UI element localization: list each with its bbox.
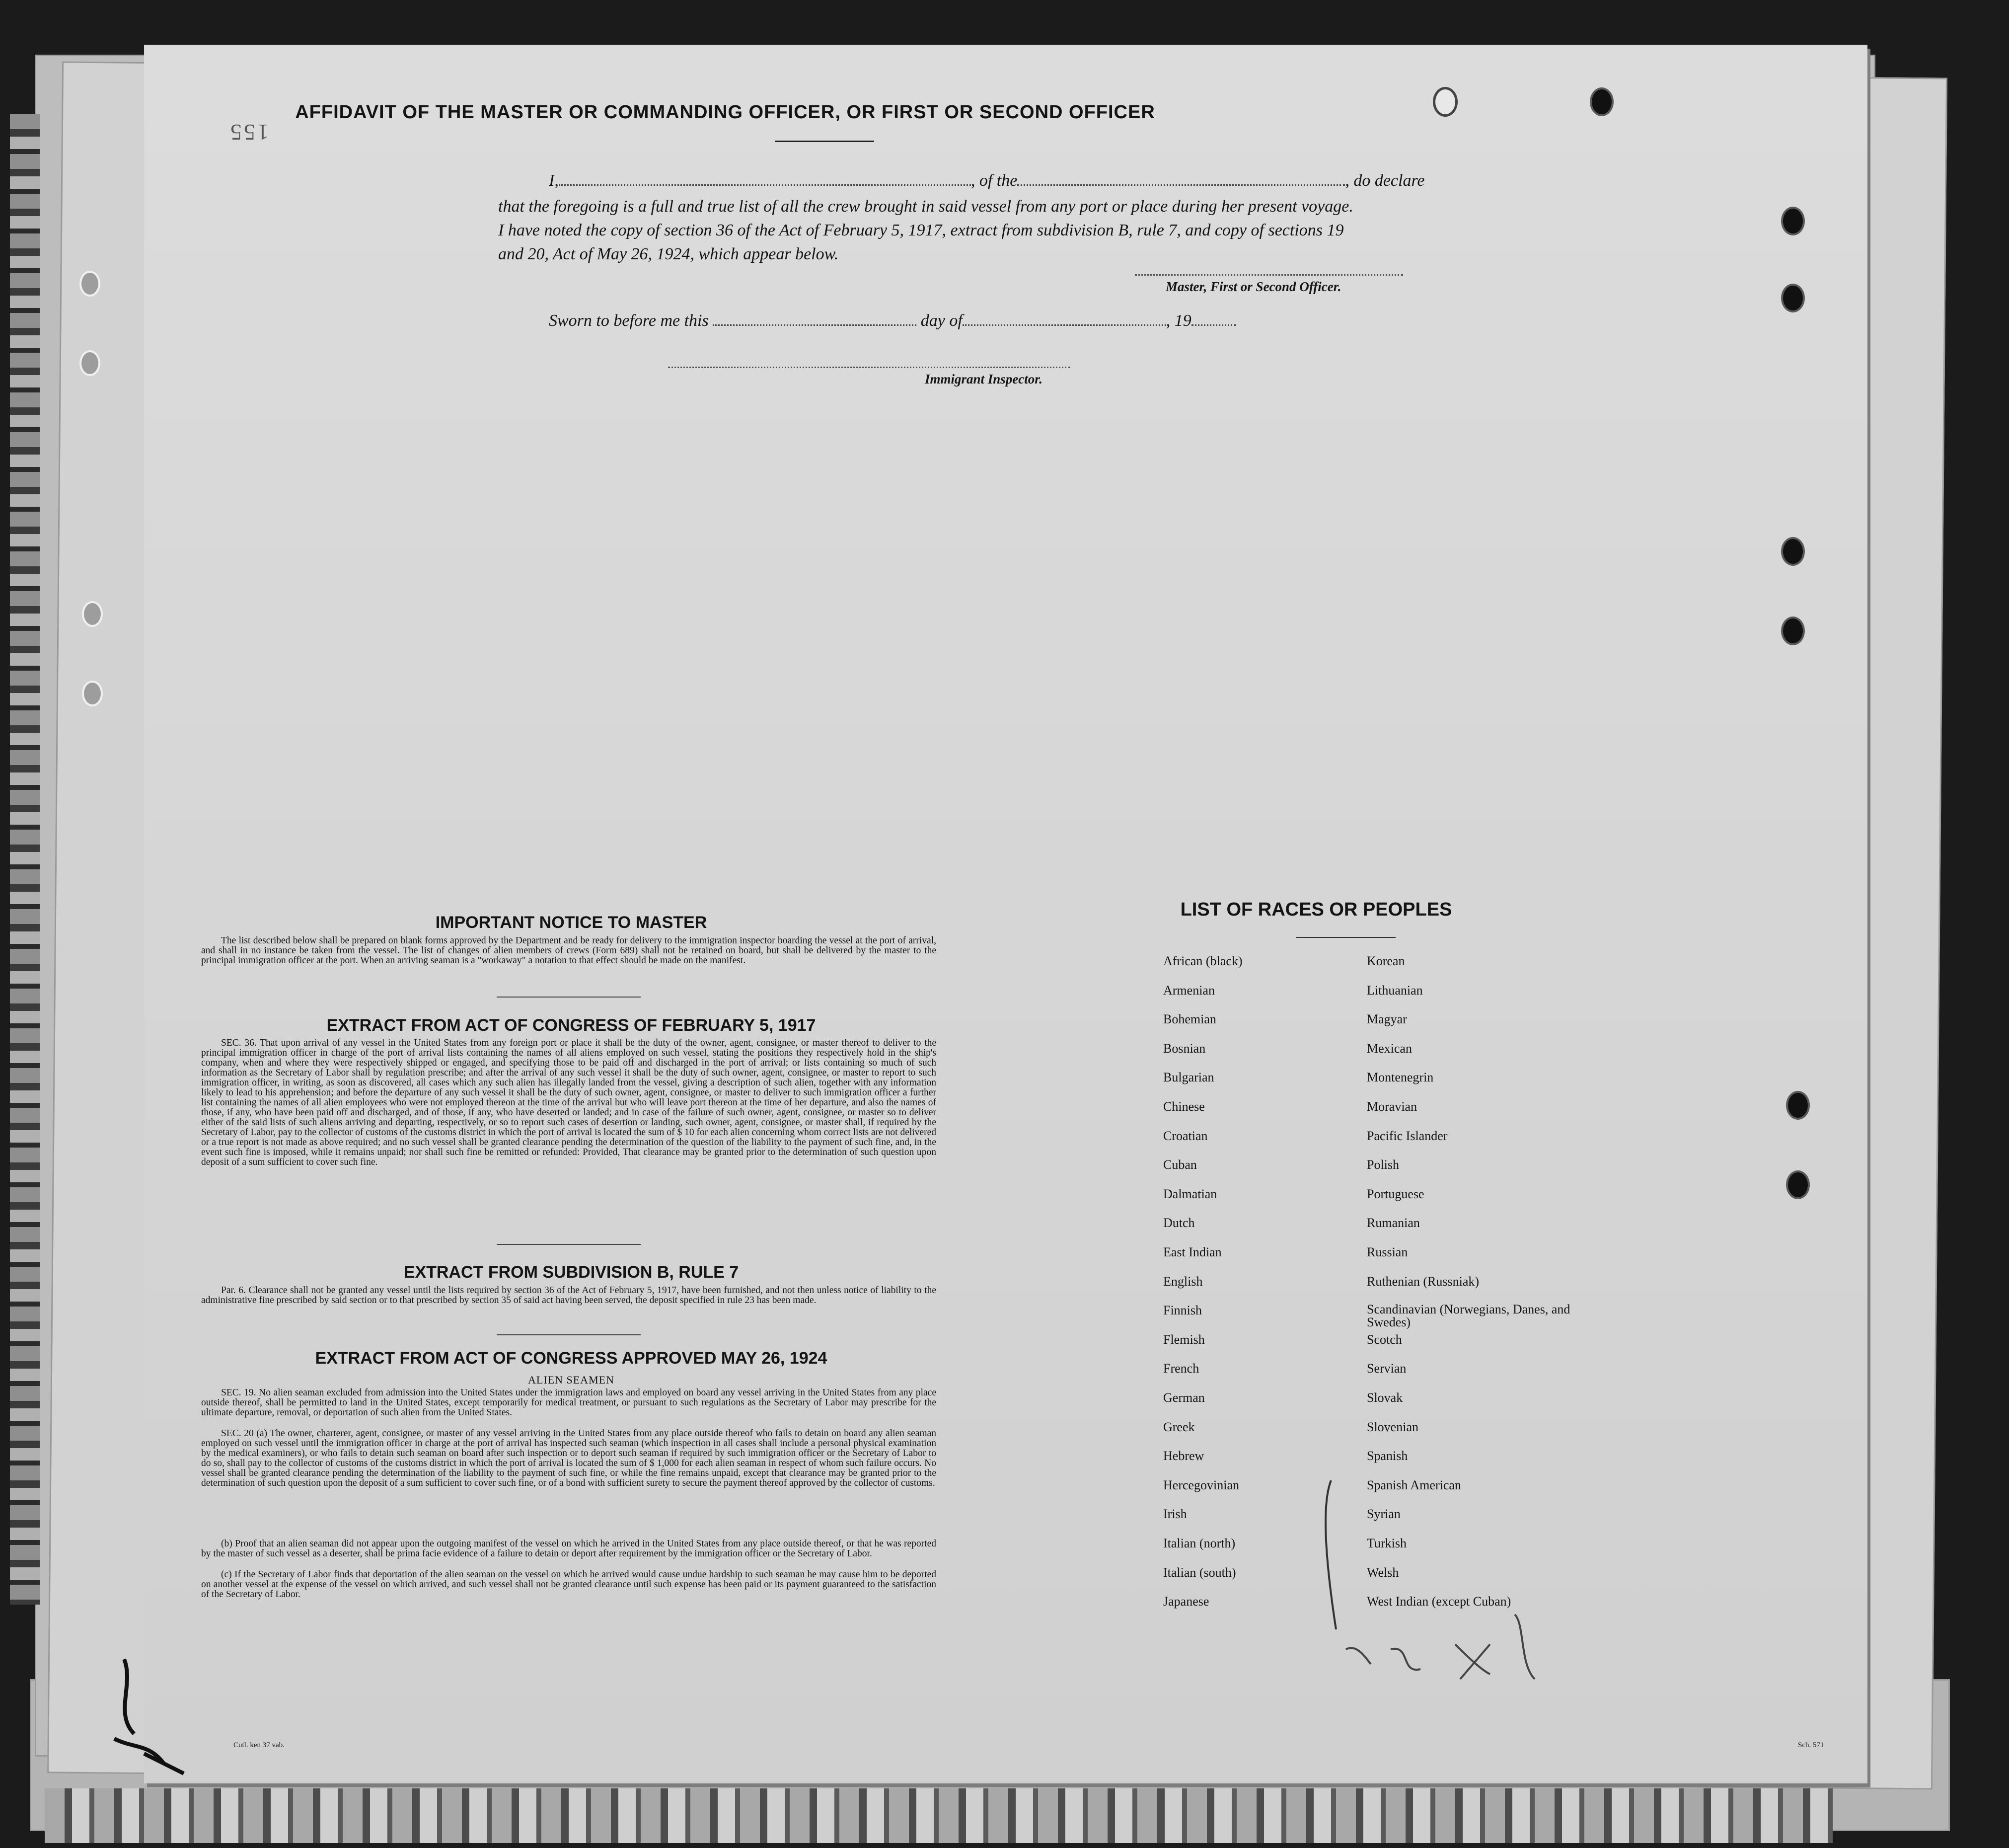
- name-blank[interactable]: [559, 184, 971, 186]
- sworn-year: , 19: [1166, 311, 1191, 330]
- race-item: Spanish: [1367, 1449, 1408, 1463]
- sec19-text: SEC. 19. No alien seaman excluded from admission into the United States under the immigration laws and employed on board any vessel arriving in the United States from any place outside thereof, shall be permitted to land in the United States, except temporarily for medical treatment, or pursuant to such regulations as the Secretary of Labor may prescribe for the ultimate departure, removal, or deportation of such alien from the United States.: [201, 1387, 936, 1418]
- binder-hole: [79, 350, 100, 376]
- race-item: Finnish: [1163, 1303, 1202, 1318]
- race-item: Syrian: [1367, 1507, 1401, 1522]
- punch-hole: [1788, 1093, 1808, 1118]
- ornamental-binding-bottom: [45, 1788, 1833, 1843]
- race-item: West Indian (except Cuban): [1367, 1594, 1511, 1609]
- race-item: Scandinavian (Norwegians, Danes, and Swedes): [1367, 1302, 1570, 1330]
- notice-text: The list described below shall be prepared on blank forms approved by the Department and be ready for delivery to the immigration inspector boarding the vessel at the port of arrival, and shall in no instance be taken from the vessel. The list of changes of alien members of crews (Form 689) shall not be retained on board, but shall be delivered by the master to the principal immigration officer at the port. When an arriving seaman is a "workaway" a notation to that effect should be made on the manifest.: [201, 935, 936, 966]
- master-signature-line[interactable]: [1135, 274, 1403, 276]
- footer-right: Sch. 571: [1798, 1741, 1824, 1749]
- race-item: Slovak: [1367, 1390, 1403, 1405]
- section-rule: [497, 1244, 641, 1245]
- races-title-rule: [1296, 937, 1396, 938]
- affidavit-line-4: and 20, Act of May 26, 1924, which appear below.: [498, 245, 839, 263]
- race-item: Spanish American: [1367, 1477, 1461, 1492]
- race-item: Chinese: [1163, 1099, 1205, 1114]
- punch-hole: [1783, 539, 1803, 564]
- sworn-day-of: day of: [920, 311, 963, 330]
- sworn-month-blank[interactable]: [963, 324, 1166, 326]
- notice-title: IMPORTANT NOTICE TO MASTER: [435, 913, 707, 932]
- race-item: Italian (north): [1163, 1536, 1236, 1550]
- section-rule: [497, 997, 641, 998]
- master-signature-label: Master, First or Second Officer.: [1166, 279, 1341, 294]
- race-item: Greek: [1163, 1419, 1195, 1434]
- text-of-the: , of the: [970, 171, 1018, 190]
- race-item: French: [1163, 1361, 1199, 1376]
- affidavit-line-2: that the foregoing is a full and true list of all the crew brought in said vessel from any port or place during her present voyage.: [498, 197, 1353, 216]
- title-rule: [775, 141, 874, 142]
- punch-hole: [1788, 1172, 1808, 1197]
- footer-left: Cutl. ken 37 vab.: [233, 1741, 285, 1749]
- race-item: Flemish: [1163, 1332, 1205, 1347]
- race-item: Polish: [1367, 1157, 1400, 1172]
- race-item: Mexican: [1367, 1041, 1412, 1056]
- race-item: Bulgarian: [1163, 1070, 1214, 1085]
- race-item: Hercegovinian: [1163, 1477, 1240, 1492]
- race-item: Turkish: [1367, 1536, 1407, 1550]
- race-item: Dalmatian: [1163, 1186, 1217, 1201]
- extract-1917-title: EXTRACT FROM ACT OF CONGRESS OF FEBRUARY 5, 1917: [326, 1016, 816, 1035]
- sec20c-text: (c) If the Secretary of Labor finds that deportation of the alien seaman on the vessel on which he arrived would cause undue hardship to such seaman he may cause him to be deported on another vessel at the expense of the vessel on which arrived, and such vessel shall not be granted clearance until such expense has been paid or its payment guaranteed to the satisfaction of the Secretary of Labor.: [201, 1569, 936, 1600]
- section-rule: [497, 1334, 641, 1335]
- race-item: Japanese: [1163, 1594, 1209, 1609]
- race-item: Portuguese: [1367, 1186, 1424, 1201]
- race-item: Scotch: [1367, 1332, 1402, 1347]
- race-item: Korean: [1367, 954, 1405, 968]
- affidavit-line-1: [549, 171, 1425, 190]
- rule7-text: Par. 6. Clearance shall not be granted any vessel until the lists required by section 36 of the Act of February 5, 1917, have been furnished, and not then unless notice of liability to the administrative fine prescribed by said section or to that prescribed by section 35 of said act having been served, the deposit specified in rule 23 has been made.: [201, 1285, 936, 1306]
- affidavit-line-3: I have noted the copy of section 36 of the Act of February 5, 1917, extract from subdivision B, rule 7, and copy of sections 19: [498, 221, 1344, 239]
- race-item: Cuban: [1163, 1157, 1197, 1172]
- inspector-signature-label: Immigrant Inspector.: [925, 372, 1043, 386]
- sec20a-text: SEC. 20 (a) The owner, charterer, agent, consignee, or master of any vessel arriving in the United States from any place outside thereof who fails to detain on board any alien seaman employed on such vessel until the immigration officer in charge at the port of arrival has inspected such seaman (which inspection in all cases shall include a personal physical examination by the medical examiners), or who fails to detain such seaman on board after such inspection or to deport such seaman if required by such immigration officer or the Secretary of Labor to do so, shall pay to the collector of customs of the customs district in which the port of arrival is located the sum of $ 1,000 for each alien seaman in respect of whom such failure occurs. No vessel shall be granted clearance pending the determination of the liability to the payment of such fine, or while the fine remains unpaid, except that clearance may be granted prior to the determination of such question upon the deposit of a sum sufficient to cover such fine, or of a bond with sufficient surety to secure the payment thereof approved by the collector of customs.: [201, 1428, 936, 1488]
- binder-hole: [82, 601, 103, 627]
- alien-seamen-subtitle: ALIEN SEAMEN: [528, 1374, 614, 1386]
- sworn-prefix: Sworn to before me this: [549, 311, 709, 330]
- race-item: Irish: [1163, 1507, 1187, 1522]
- vessel-blank[interactable]: [1017, 184, 1345, 186]
- binder-hole: [82, 681, 103, 706]
- race-item: Bohemian: [1163, 1012, 1216, 1027]
- punch-hole: [1783, 286, 1803, 310]
- race-item: English: [1163, 1274, 1203, 1289]
- affidavit-title: AFFIDAVIT OF THE MASTER OR COMMANDING OFFICER, OR FIRST OR SECOND OFFICER: [295, 102, 1155, 123]
- sworn-year-blank[interactable]: [1191, 324, 1236, 326]
- race-item: Moravian: [1367, 1099, 1417, 1114]
- race-item: Slovenian: [1367, 1419, 1418, 1434]
- race-item: Hebrew: [1163, 1449, 1204, 1463]
- race-item: Croatian: [1163, 1128, 1208, 1143]
- race-item: Dutch: [1163, 1216, 1195, 1231]
- race-item: African (black): [1163, 954, 1243, 968]
- sworn-line: [549, 311, 1236, 330]
- race-item: Pacific Islander: [1367, 1128, 1448, 1143]
- race-item: Italian (south): [1163, 1565, 1236, 1580]
- punch-hole: [1783, 618, 1803, 643]
- race-item: Bosnian: [1163, 1041, 1206, 1056]
- race-item: Magyar: [1367, 1012, 1407, 1027]
- stamp-number: 155: [228, 120, 269, 145]
- handwritten-marks: [1316, 1465, 1639, 1704]
- race-item: Montenegrin: [1367, 1070, 1434, 1085]
- races-title: LIST OF RACES OR PEOPLES: [1180, 899, 1452, 920]
- text-i: I,: [549, 171, 559, 190]
- race-item: Rumanian: [1367, 1216, 1420, 1231]
- race-item: Ruthenian (Russniak): [1367, 1274, 1480, 1289]
- sworn-day-blank[interactable]: [713, 324, 916, 326]
- sec20b-text: (b) Proof that an alien seaman did not appear upon the outgoing manifest of the vessel on which he arrived in the United States from any place outside thereof, or that he was reported by the master of such vessel as a deserter, shall be prima facie evidence of a failure to detain or deport after requirement by the immigration officer or the Secretary of Labor.: [201, 1539, 936, 1559]
- race-item: German: [1163, 1390, 1205, 1405]
- race-item: Welsh: [1367, 1565, 1399, 1580]
- punch-hole: [1592, 89, 1612, 114]
- ornamental-binding-left: [10, 114, 40, 1605]
- handwritten-marks-left: [104, 1654, 233, 1783]
- extract-1917-text: SEC. 36. That upon arrival of any vessel in the United States from any foreign port or place it shall be the duty of the owner, agent, consignee, or master thereof to deliver to the principal immigration officer in charge of the port of arrival lists containing the names of all aliens employed on such vessel, stating the positions they respectively hold in the ship's company, when and where they were respectively shipped or engaged, and specifying those to be paid off and discharged in the port of arrival; or lists containing so much of such information as the Secretary of Labor shall by regulation prescribe; and after the arrival of any such vessel it shall be the duty of such owner, agent, consignee, or master to report to such immigration officer, in writing, as soon as discovered, all cases which any such alien has illegally landed from the vessel, giving a description of such alien, together with any information likely to lead to his apprehension; and before the departure of any such vessel it shall be the duty of such owner, agent, consignee, or master to deliver to such immigration officer a further list containing the names of all alien employees who were not employed thereon at the time of the arrival but who will leave port thereon at the time of her departure, and also the names of those, if any, who have been paid off and discharged, and of those, if any, who have deserted or landed; and in case of the failure of such owner, agent, consignee, or master so to deliver either of the said lists of such aliens arriving and departing, respectively, or so to report such cases of desertion or landing, such owner, agent, consignee, or master shall, if required by the Secretary of Labor, pay to the collector of customs of the customs district in which the port of arrival is located the sum of $ 10 for each alien concerning whom correct lists are not delivered or a true report is not made as above required; and no such vessel shall be granted clearance pending the determination of the question of the liability to the payment of such fine, and, in the event such fine is imposed, while it remains unpaid; nor shall such fine be remitted or refunded: Provided, That clearance may be granted prior to the determination of such question upon deposit of a sum sufficient to cover such fine.: [201, 1038, 936, 1167]
- race-item: Lithuanian: [1367, 983, 1423, 998]
- inspector-signature-line[interactable]: [668, 367, 1070, 368]
- race-item: Armenian: [1163, 983, 1215, 998]
- text-declare: , do declare: [1345, 171, 1425, 190]
- rule7-title: EXTRACT FROM SUBDIVISION B, RULE 7: [403, 1263, 739, 1282]
- extract-1924-title: EXTRACT FROM ACT OF CONGRESS APPROVED MAY 26, 1924: [315, 1349, 827, 1368]
- race-item: Servian: [1367, 1361, 1407, 1376]
- punch-hole: [1783, 209, 1803, 233]
- race-item: Russian: [1367, 1245, 1408, 1259]
- binder-hole: [79, 271, 100, 297]
- race-item: East Indian: [1163, 1245, 1222, 1259]
